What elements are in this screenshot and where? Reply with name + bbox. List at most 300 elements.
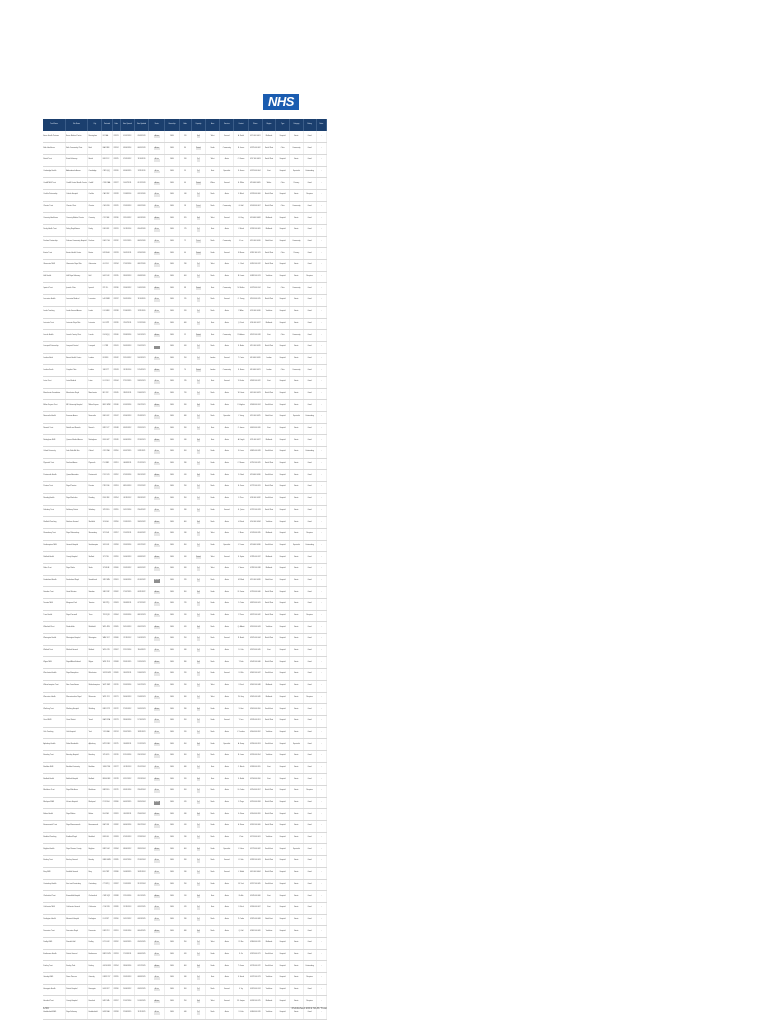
table-cell [234,599,248,611]
table-cell [88,914,102,926]
cell-text: East [211,287,215,289]
cell-text: - [321,474,322,476]
table-cell [112,493,120,505]
cell-text: Acute [224,977,229,979]
cell-text: 01865 000 028 [249,451,261,453]
table-cell [165,867,179,879]
table-cell [276,891,290,903]
cell-text: 25/10/2012 [123,357,132,359]
table-cell [191,984,205,996]
table-cell [102,435,112,447]
table-cell [248,879,262,891]
table-cell [134,657,148,669]
table-cell [149,657,165,669]
cell-text: North West [265,790,273,792]
cell-text: 06/06/2025 [137,953,146,955]
cell-text: Acute [294,392,299,394]
table-cell [120,388,134,400]
cell-text: Midlands [265,135,273,137]
cell-text: 260 [183,860,187,862]
cell-text: Full [197,626,200,628]
cell-text: West [210,696,215,698]
table-cell [191,341,205,353]
cell-text: Good [307,930,312,932]
table-row [43,178,327,190]
cell-text: Sunderland Health [43,579,57,581]
table-cell [191,669,205,681]
cell-text: Leeds [88,311,93,313]
table-cell [112,856,120,868]
cell-text: Community [292,147,301,149]
cell-text: LN1 6QQ [102,334,110,336]
cell-text: Hospital [279,533,286,535]
table-cell [102,306,112,318]
table-cell [303,937,316,949]
cell-text: 01473 000 014 [249,287,261,289]
table-cell [262,131,275,143]
cell-text: TR1 3QR [102,615,110,617]
table-cell [276,225,290,237]
cell-text: H. Stone [237,825,245,827]
cell-text: RX190 [113,918,119,920]
table-cell [102,973,112,985]
table-cell [120,225,134,237]
cell-text: Good [307,264,312,266]
cell-text: Barnsley Trust [43,755,54,757]
table-cell [262,236,275,248]
table-row [43,365,327,377]
table-cell [220,786,234,798]
table-cell [276,306,290,318]
cell-text: Active [154,544,159,546]
cell-text: 09/09/2025 [137,989,146,991]
cell-text: Yeovil [88,720,93,722]
table-cell [234,201,248,213]
table-cell [112,306,120,318]
table-cell [303,692,316,704]
cell-text: RX124 [113,147,119,149]
cell-text: Hospital [279,918,286,920]
cell-text: London [88,357,94,359]
table-cell [276,271,290,283]
table-cell [206,832,220,844]
table-cell [316,727,326,739]
cell-text: North [210,1012,215,1014]
cell-text: 15/05/2012 [123,568,132,570]
table-cell [134,236,148,248]
cell-text: Active [154,498,159,500]
cell-text: A. Knight [237,439,245,441]
cell-text: Acorn Medical Centre [66,135,82,137]
table-cell [290,236,303,248]
table-cell [165,809,179,821]
cell-text: Yeovil District [66,720,76,722]
cell-text: Royal Albert Edward [66,661,81,663]
table-cell [65,809,87,821]
table-cell [290,879,303,891]
cell-text: North [210,790,215,792]
table-row [43,423,327,435]
cell-text: Good [307,463,312,465]
table-cell [65,587,87,599]
table-cell [234,984,248,996]
cell-text: Acute [224,392,229,394]
column-header: Phone [248,119,262,131]
cell-text: Hospital [279,322,286,324]
cell-text: RX144 [113,381,119,383]
table-cell [191,166,205,178]
cell-text: RX159 [113,556,119,558]
table-cell [262,762,275,774]
table-cell [120,330,134,342]
table-cell [43,400,65,412]
table-cell [134,412,148,424]
cell-text: V. Fisher [237,381,245,383]
table-cell [179,832,191,844]
cell-text: 023 0000 0036 [249,544,261,546]
cell-text: N. Ash [238,895,244,897]
table-cell [179,809,191,821]
cell-text: U. Hazel [237,977,245,979]
table-cell [220,750,234,762]
cell-text: 220 [183,673,187,675]
cell-text: Good [307,813,312,815]
cell-text: Sheffield Teaching [43,521,57,523]
cell-text: U. Ellis [238,673,244,675]
cell-text: - [321,603,322,605]
cell-text: B. Jones [237,147,245,149]
cell-text: W. Juniper [237,1000,245,1002]
cell-text: Acute [224,159,229,161]
table-cell [276,493,290,505]
cell-text: 28/01/2011 [123,392,132,394]
cell-text: District Hospital [66,989,78,991]
cell-text: - [321,743,322,745]
table-cell [316,552,326,564]
table-cell [134,844,148,856]
cell-text: Acute [224,346,229,348]
table-cell [220,902,234,914]
cell-text: Newcastle [88,416,96,418]
table-cell [276,902,290,914]
table-cell [112,902,120,914]
table-cell [165,306,179,318]
cell-text: Colchester [88,907,97,909]
table-cell [234,447,248,459]
table-cell [276,973,290,985]
table-cell [43,341,65,353]
table-cell [262,599,275,611]
table-cell [65,131,87,143]
cell-text: 28/09/2024 [137,848,146,850]
table-cell [120,575,134,587]
cell-text: Acute [224,696,229,698]
table-cell [88,470,102,482]
cell-text: NHS [170,276,174,278]
table-cell [276,984,290,996]
table-cell [262,832,275,844]
cell-text: NHS [170,860,174,862]
cell-text: Royal Shrewsbury [66,533,80,535]
column-header: City [88,119,102,131]
cell-text: Good [307,766,312,768]
table-cell [262,680,275,692]
table-cell [102,575,112,587]
table-cell [88,645,102,657]
table-row [43,517,327,529]
cell-text: Milton Keynes Trust [43,404,58,406]
table-cell [276,879,290,891]
table-cell [290,727,303,739]
table-cell [88,295,102,307]
cell-text: North East [265,918,273,920]
cell-text: South [210,451,215,453]
table-cell [290,692,303,704]
cell-text: - [321,685,322,687]
table-cell [120,610,134,622]
table-cell [165,435,179,447]
table-cell [179,739,191,751]
cell-text: Active [154,170,159,172]
table-cell [88,236,102,248]
cell-text: Hospital [279,346,286,348]
table-cell [112,435,120,447]
cell-text: NHS [170,264,174,266]
table-cell [234,844,248,856]
table-cell [220,622,234,634]
table-cell [316,388,326,400]
table-cell [165,412,179,424]
cell-text: London [266,369,272,371]
cell-text: Burnley Trust [43,860,53,862]
table-cell [262,376,275,388]
cell-text: X. Kale [238,1012,244,1014]
table-row [43,750,327,762]
cell-text: Full [197,825,200,827]
table-cell [191,540,205,552]
table-cell [276,482,290,494]
table-cell [290,306,303,318]
table-cell [262,295,275,307]
table-cell [120,447,134,459]
cell-text: Full [197,322,200,324]
cell-text: Primary [293,252,300,254]
column-header: Postcode [102,119,112,131]
table-cell [303,563,316,575]
cell-text: Clinic [280,205,285,207]
table-cell [165,704,179,716]
table-cell [179,236,191,248]
cell-text: 01282 000 063 [249,860,261,862]
table-cell [165,341,179,353]
table-cell [179,692,191,704]
table-cell [88,213,102,225]
table-cell [290,634,303,646]
cell-text: Specialist [223,544,231,546]
table-cell [303,552,316,564]
table-cell [248,821,262,833]
cell-text: BN21 5VW [102,953,111,955]
table-cell [220,482,234,494]
table-cell [179,599,191,611]
table-cell [165,821,179,833]
table-row [43,809,327,821]
table-cell [248,154,262,166]
table-cell [65,610,87,622]
cell-text: Warrington [88,638,97,640]
table-cell [220,201,234,213]
table-cell [262,1008,275,1020]
table-row [43,306,327,318]
cell-text: Hospital [279,357,286,359]
table-cell [191,879,205,891]
table-cell [206,599,220,611]
table-cell [248,540,262,552]
cell-text: DE1 6FF [102,229,110,231]
table-cell [303,984,316,996]
table-cell [303,166,316,178]
cell-text: NHS [170,217,174,219]
cell-text: WR1 1XY [102,696,110,698]
cell-text: Full [197,766,200,768]
table-cell [120,318,134,330]
cell-text: Good [307,720,312,722]
table-cell [65,225,87,237]
cell-text: North [210,802,215,804]
table-cell [276,856,290,868]
table-cell [191,563,205,575]
table-cell [303,715,316,727]
cell-text: Outstanding [305,170,314,172]
cell-text: 01/06/2022 [137,533,146,535]
table-row [43,376,327,388]
cell-text: Hull [88,276,92,278]
table-cell [112,949,120,961]
table-cell [102,645,112,657]
cell-text: Q. Scott [238,322,244,324]
cell-text: Acute [224,194,229,196]
table-row [43,973,327,985]
table-cell [234,949,248,961]
cell-text: R. Booth [237,638,245,640]
cell-text: 01772 000 031 [249,486,261,488]
table-cell [220,376,234,388]
cell-text: North West [265,194,273,196]
cell-text: J. Turner [237,544,245,546]
cell-text: 16/09/2023 [137,708,146,710]
table-cell [65,213,87,225]
cell-text: Hospital [279,953,286,955]
cell-text: North [210,731,215,733]
cell-text: Royal Bournemouth [66,825,81,827]
table-cell [191,225,205,237]
table-cell [276,961,290,973]
table-cell [179,400,191,412]
table-cell [248,189,262,201]
table-cell [179,634,191,646]
table-cell [88,984,102,996]
table-cell [102,540,112,552]
cell-text: Acute [224,615,229,617]
cell-text: Good [307,135,312,137]
table-cell [220,563,234,575]
cell-text: - [321,720,322,722]
table-cell [134,669,148,681]
table-cell [316,821,326,833]
table-cell [316,926,326,938]
cell-text: Acute [294,357,299,359]
table-cell [65,961,87,973]
cell-text: London [209,369,216,371]
cell-text: North [210,205,215,207]
table-cell [290,657,303,669]
cell-text: 04/09/2022 [137,568,146,570]
table-cell [88,283,102,295]
table-cell [88,715,102,727]
cell-text: Hospital [279,766,286,768]
cell-text: 16/01/2011 [123,252,132,254]
cell-text: South East [265,883,273,885]
cell-text: Acute [294,883,299,885]
table-row [43,645,327,657]
table-cell [248,388,262,400]
table-cell [316,260,326,272]
cell-text: RX123 [113,135,119,137]
table-cell [316,669,326,681]
table-cell [262,949,275,961]
cell-text: Acute [294,696,299,698]
cell-text: Basildon [88,766,95,768]
cell-text: Active [154,346,159,348]
cell-text: 01782 000 038 [249,568,261,570]
cell-text: SP1 3FG [102,509,110,511]
cell-text: 12/10/2016 [123,895,132,897]
table-cell [43,353,65,365]
cell-text: East [211,778,215,780]
cell-text: SS16 7DE [102,766,111,768]
table-cell [149,797,165,809]
table-cell [248,669,262,681]
cell-text: Active [154,708,159,710]
cell-text: Hospital [279,170,286,172]
cell-text: Requires [306,533,313,535]
cell-text: Good [307,802,312,804]
table-cell [290,750,303,762]
table-cell [262,821,275,833]
table-cell [206,248,220,260]
table-cell [43,423,65,435]
table-row [43,260,327,272]
cell-text: Bedford Health [43,778,55,780]
table-cell [206,201,220,213]
table-cell [112,914,120,926]
cell-text: - [321,673,322,675]
table-cell [220,599,234,611]
cell-text: Acute [294,965,299,967]
cell-text: Acute [224,451,229,453]
table-cell [316,482,326,494]
table-cell [290,902,303,914]
cell-text: 17/07/2015 [123,591,132,593]
table-cell [179,821,191,833]
table-cell [191,902,205,914]
table-cell [102,236,112,248]
table-cell [290,201,303,213]
cell-text: 600 [183,965,187,967]
cell-text: Exeter Trust [43,252,52,254]
table-cell [165,645,179,657]
table-cell [206,388,220,400]
